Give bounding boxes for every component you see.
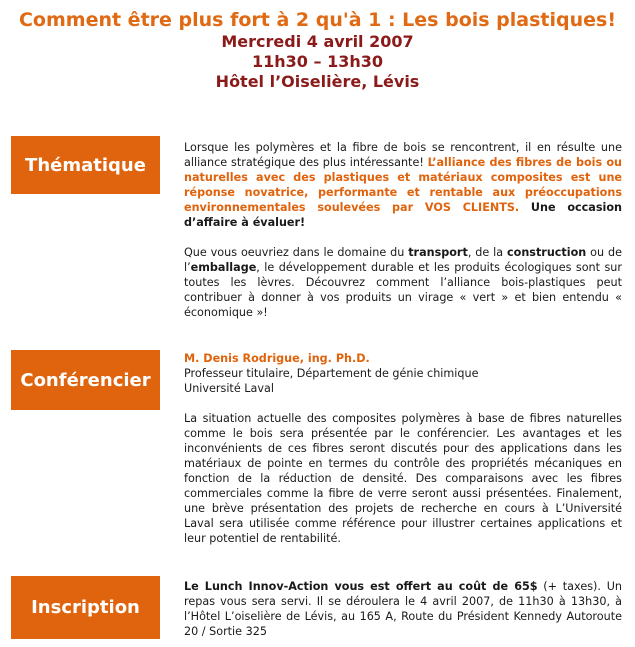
thematique-p2-text-a: Que vous oeuvriez dans le domaine du — [184, 246, 409, 259]
conferencier-section — [184, 351, 622, 546]
conferencier-description: La situation actuelle des composites polymères à base de fibres naturelles comme le bois sera présentée par le conférencier. Les avantages et les inconvénients de ces fibres seront discutés pour des applications dans les matériaux de pointe en termes du contrôle des propriétés mécaniques en fonction de la réduction de densité. Des comparaisons avec les fibres commerciales comme la fibre de verre seront aussi présentées. Finalement, une brève présentation des projets de recherche en cours à L’Université Laval sera utilisée comme référence pour illustrer certaines applications et leur potentiel de rentabilité. — [184, 412, 622, 545]
inscription-text — [184, 579, 622, 639]
thematique-intro-text: Lorsque les polymères et la fibre de bois se rencontrent, il en résulte une alliance stratégique des plus intéressante! — [184, 141, 622, 169]
thematique-highlight-text: L’alliance des fibres de bois ou naturelles avec des plastiques et matériaux composites est une réponse novatrice, performante et rentable aux préoccupations environnementales soulevées par VOS CLIENTS. — [184, 156, 622, 214]
thematique-paragraph-1 — [184, 140, 622, 230]
conferencier-label-box — [11, 350, 160, 410]
event-venue: Hôtel l’Oiselière, Lévis — [215, 72, 420, 91]
thematique-p2-text-d: , le développement durable et les produits écologiques sont sur toutes les lèvres. Découvrez comment l’alliance bois-plastiques peut contribuer à donner à vos produits un virage « vert » et bien entendu « économique »! — [184, 261, 622, 319]
thematique-section — [184, 140, 622, 320]
inscription-details-text: (+ taxes). Un repas vous sera servi. Il se déroulera le 4 avril 2007, de 11h30 à 13h30, à l’Hôtel L’oiselière de Lévis, au 165 A, Route du Président Kennedy Autoroute 20 / Sortie 325 — [184, 580, 622, 638]
keyword-emballage: emballage — [190, 261, 257, 274]
inscription-label: Inscription — [31, 597, 140, 618]
thematique-label: Thématique — [25, 154, 146, 176]
conferencier-label: Conférencier — [20, 369, 151, 391]
inscription-price-text: Le Lunch Innov-Action vous est offert au coût de 65$ — [184, 580, 538, 593]
inscription-label-box — [11, 576, 160, 639]
event-header — [0, 8, 635, 92]
thematique-p2-text-c: ou de l’ — [184, 246, 622, 274]
keyword-construction: construction — [507, 246, 587, 259]
thematique-paragraph-2 — [184, 245, 622, 320]
thematique-label-box — [11, 136, 160, 194]
event-title: Comment être plus fort à 2 qu'à 1 : Les bois plastiques! — [18, 9, 617, 31]
speaker-name: M. Denis Rodrigue, ing. Ph.D. — [184, 352, 370, 365]
keyword-transport: transport — [408, 246, 468, 259]
event-time: 11h30 – 13h30 — [252, 52, 383, 71]
thematique-closing-text: Une occasion d’affaire à évaluer! — [184, 201, 622, 229]
event-date: Mercredi 4 avril 2007 — [221, 32, 414, 51]
thematique-p2-text-b: , de la — [467, 246, 508, 259]
speaker-university: Université Laval — [184, 382, 274, 395]
speaker-role: Professeur titulaire, Département de génie chimique — [184, 367, 479, 380]
inscription-section — [184, 579, 622, 639]
